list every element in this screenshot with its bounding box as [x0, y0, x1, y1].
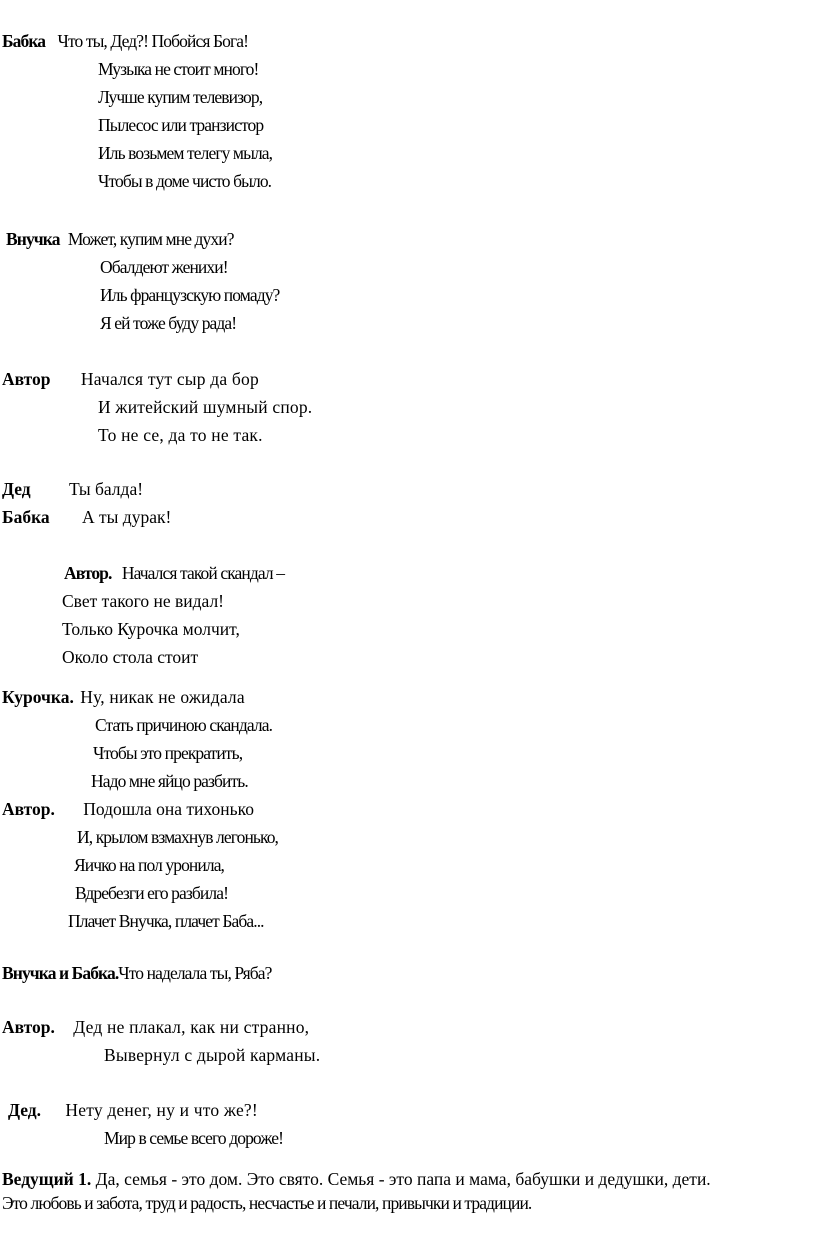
verse-line: Чтобы это прекратить,	[93, 743, 243, 763]
script-line	[64, 562, 284, 584]
script-line	[2, 30, 248, 52]
verse-line: И житейский шумный спор.	[98, 397, 313, 417]
verse-line: Иль возьмем телегу мыла,	[98, 143, 273, 163]
verse-line: И, крылом взмахнув легонько,	[77, 827, 279, 847]
speaker-name: Дед	[2, 479, 31, 499]
script-line	[2, 686, 245, 708]
speaker-name: Ведущий 1.	[2, 1169, 92, 1189]
verse-line: Я ей тоже буду рада!	[100, 313, 237, 333]
speaker-name: Бабка	[2, 31, 46, 51]
line-text: Дед не плакал, как ни странно,	[73, 1017, 310, 1037]
line-text: Ну, никак не ожидала	[80, 687, 245, 707]
speaker-name: Автор.	[2, 799, 55, 819]
line-text: Начался такой скандал –	[121, 563, 285, 583]
verse-line: Надо мне яйцо разбить.	[91, 771, 248, 791]
line-text: Подошла она тихонько	[83, 799, 254, 819]
speaker-name: Внучка	[6, 229, 60, 249]
verse-line: То не се, да то не так.	[98, 425, 263, 445]
verse-line: Около стола стоит	[62, 647, 199, 667]
verse-line: Вдребезги его разбила!	[75, 883, 229, 903]
speaker-name: Бабка	[2, 507, 50, 527]
verse-line: Чтобы в доме чисто было.	[98, 171, 272, 191]
script-line	[2, 368, 259, 390]
verse-line: Лучше купим телевизор,	[98, 87, 263, 107]
speaker-name: Курочка.	[2, 687, 74, 707]
line-text: А ты дурак!	[82, 507, 172, 527]
script-line	[6, 228, 234, 250]
closing-paragraph-line-2: Это любовь и забота, труд и радость, несчастье и печали, привычки и традиции.	[2, 1193, 532, 1213]
verse-line: Стать причиною скандала.	[95, 715, 273, 735]
speaker-name: Дед.	[8, 1100, 42, 1120]
verse-line: Свет такого не видал!	[62, 591, 225, 611]
line-text: Да, семья - это дом. Это свято. Семья - это папа и мама, бабушки и дедушки, дети.	[95, 1169, 711, 1189]
closing-paragraph-line-1	[2, 1168, 711, 1190]
script-line	[2, 506, 171, 528]
verse-line: Плачет Внучка, плачет Баба...	[68, 911, 264, 931]
verse-line: Обалдеют женихи!	[100, 257, 228, 277]
script-line	[2, 1016, 309, 1038]
verse-line: Только Курочка молчит,	[62, 619, 240, 639]
verse-line: Пылесос или транзистор	[98, 115, 264, 135]
line-text: Может, купим мне духи?	[67, 229, 234, 249]
speaker-name: Автор	[2, 369, 51, 389]
speaker-name: Автор.	[64, 563, 112, 583]
script-line	[8, 1099, 258, 1121]
verse-line: Мир в семье всего дороже!	[104, 1128, 284, 1148]
speaker-name: Внучка и Бабка.	[2, 963, 119, 983]
line-text: Ты балда!	[69, 479, 144, 499]
line-text: Что ты, Дед?! Побойся Бога!	[57, 31, 249, 51]
verse-line: Музыка не стоит много!	[98, 59, 259, 79]
speaker-name: Автор.	[2, 1017, 55, 1037]
script-line	[2, 798, 254, 820]
script-line	[2, 962, 271, 984]
line-text: Что наделала ты, Ряба?	[118, 963, 272, 983]
verse-line: Вывернул с дырой карманы.	[104, 1045, 321, 1065]
verse-line: Яичко на пол уронила,	[74, 855, 225, 875]
script-line	[2, 478, 143, 500]
line-text: Нету денег, ну и что же?!	[65, 1100, 258, 1120]
verse-line: Иль французскую помаду?	[100, 285, 280, 305]
line-text: Начался тут сыр да бор	[80, 369, 259, 389]
